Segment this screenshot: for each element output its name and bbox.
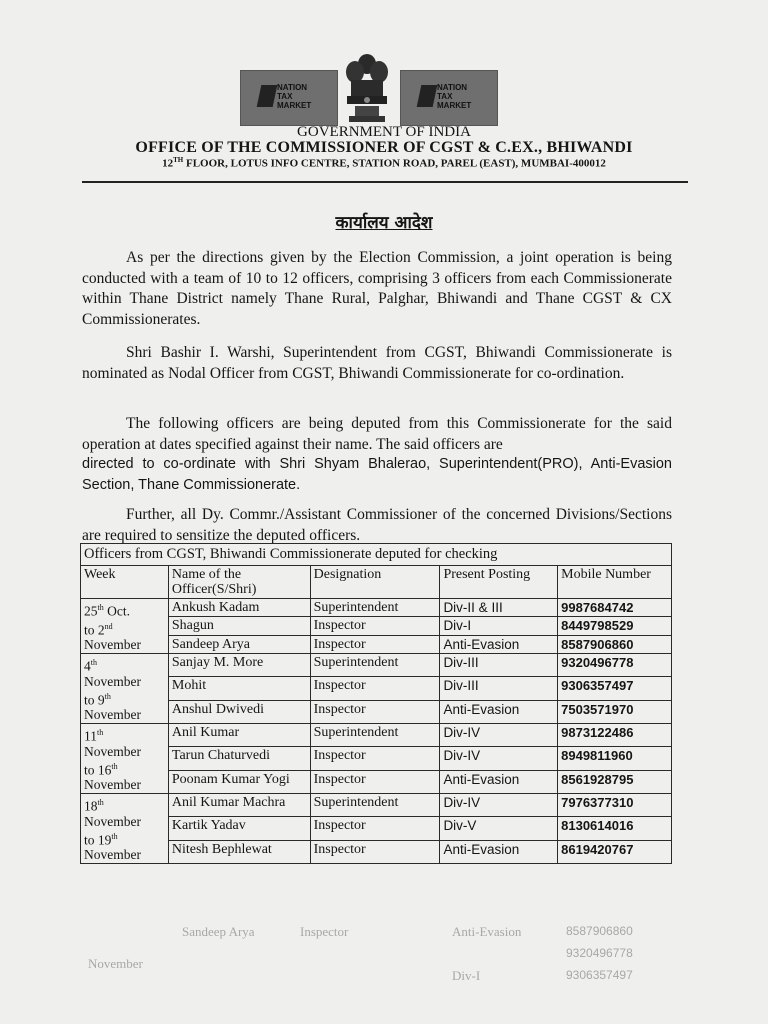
logo-right-word-1: NATION bbox=[437, 83, 468, 92]
officer-posting: Anti-Evasion bbox=[440, 840, 558, 863]
table-row bbox=[81, 654, 672, 677]
paragraph-officers-deputed: The following officers are being deputed from this Commissionerate for the said operation at dates specified against their name. The said officers are bbox=[82, 415, 672, 453]
table-row bbox=[81, 747, 672, 770]
table-row bbox=[81, 794, 672, 817]
officer-mobile: 9320496778 bbox=[558, 654, 672, 677]
logo-left-word-3: MARKET bbox=[277, 101, 312, 110]
order-title: कार्यालय आदेश bbox=[335, 213, 433, 233]
gst-mark-icon bbox=[257, 85, 278, 107]
officer-designation: Superintendent bbox=[310, 599, 440, 617]
officer-mobile: 9873122486 bbox=[558, 724, 672, 747]
officer-designation: Superintendent bbox=[310, 794, 440, 817]
officer-name: Nitesh Bephlewat bbox=[168, 840, 310, 863]
officer-name: Sanjay M. More bbox=[168, 654, 310, 677]
officer-posting: Anti-Evasion bbox=[440, 770, 558, 793]
table-row bbox=[81, 599, 672, 617]
header-name: Name of the Officer(S/Shri) bbox=[168, 566, 310, 599]
officer-mobile: 8130614016 bbox=[558, 817, 672, 840]
paragraph-coordinate-directive: directed to co-ordinate with Shri Shyam Bhalerao, Superintendent(PRO), Anti-Evasion Section, Thane Commissionerate. bbox=[82, 456, 672, 493]
table-row bbox=[81, 724, 672, 747]
officer-name: Tarun Chaturvedi bbox=[168, 747, 310, 770]
officer-mobile: 8949811960 bbox=[558, 747, 672, 770]
officer-posting: Div-I bbox=[440, 617, 558, 635]
government-heading: GOVERNMENT OF INDIA bbox=[297, 124, 471, 140]
office-address: 12TH FLOOR, LOTUS INFO CENTRE, STATION ROAD, PAREL (EAST), MUMBAI-400012 bbox=[162, 156, 606, 170]
officer-designation: Inspector bbox=[310, 747, 440, 770]
bleed-through-div: Div-I bbox=[452, 968, 481, 983]
bleed-through-mobile-1: 8587906860 bbox=[566, 924, 633, 938]
officer-posting: Div-II & III bbox=[440, 599, 558, 617]
officer-designation: Inspector bbox=[310, 817, 440, 840]
officer-name: Anil Kumar Machra bbox=[168, 794, 310, 817]
officer-designation: Superintendent bbox=[310, 724, 440, 747]
table-row bbox=[81, 617, 672, 635]
officer-posting: Anti-Evasion bbox=[440, 635, 558, 653]
officer-designation: Inspector bbox=[310, 635, 440, 653]
officer-mobile: 7503571970 bbox=[558, 700, 672, 723]
paragraph-nodal-officer: Shri Bashir I. Warshi, Superintendent from CGST, Bhiwandi Commissionerate is nominated as Nodal Officer from CGST, Bhiwandi Commissionerate for co-ordination. bbox=[82, 344, 672, 382]
table-row bbox=[81, 840, 672, 863]
header-designation: Designation bbox=[310, 566, 440, 599]
officer-posting: Div-IV bbox=[440, 794, 558, 817]
officer-name: Poonam Kumar Yogi bbox=[168, 770, 310, 793]
bleed-through-posting: Anti-Evasion bbox=[452, 924, 522, 939]
officer-mobile: 9987684742 bbox=[558, 599, 672, 617]
bleed-through-name: Sandeep Arya bbox=[182, 924, 255, 939]
bleed-through-designation: Inspector bbox=[300, 924, 349, 939]
officer-designation: Inspector bbox=[310, 677, 440, 700]
officer-mobile: 7976377310 bbox=[558, 794, 672, 817]
gst-logo-left bbox=[240, 70, 338, 126]
officer-posting: Anti-Evasion bbox=[440, 700, 558, 723]
officer-name: Sandeep Arya bbox=[168, 635, 310, 653]
paragraph-joint-operation: As per the directions given by the Election Commission, a joint operation is being conducted with a team of 10 to 12 officers, comprising 3 officers from each Commissionerate within Thane District namely Thane Rural, Palghar, Bhiwandi and Thane CGST & CX Commissionerates. bbox=[82, 249, 672, 328]
officer-designation: Inspector bbox=[310, 770, 440, 793]
officer-designation: Inspector bbox=[310, 700, 440, 723]
officer-posting: Div-IV bbox=[440, 747, 558, 770]
week-cell: 4th November to 9th November bbox=[81, 654, 169, 724]
logo-right-word-3: MARKET bbox=[437, 101, 472, 110]
officer-posting: Div-III bbox=[440, 677, 558, 700]
logo-left-word-2: TAX bbox=[277, 92, 293, 101]
week-cell: 11th November to 16th November bbox=[81, 724, 169, 794]
office-heading: OFFICE OF THE COMMISSIONER OF CGST & C.EX., BHIWANDI bbox=[135, 139, 633, 156]
table-caption: Officers from CGST, Bhiwandi Commissionerate deputed for checking bbox=[81, 544, 672, 566]
week-cell: 18th November to 19th November bbox=[81, 794, 169, 864]
bleed-through-mobile-2: 9320496778 bbox=[566, 946, 633, 960]
table-row bbox=[81, 677, 672, 700]
officer-designation: Inspector bbox=[310, 617, 440, 635]
officer-mobile: 8449798529 bbox=[558, 617, 672, 635]
officer-mobile: 9306357497 bbox=[558, 677, 672, 700]
bleed-through-week: November bbox=[88, 956, 143, 971]
officer-name: Mohit bbox=[168, 677, 310, 700]
week-cell: 25th Oct. to 2nd November bbox=[81, 599, 169, 654]
officer-mobile: 8587906860 bbox=[558, 635, 672, 653]
officer-name: Anil Kumar bbox=[168, 724, 310, 747]
officer-mobile: 8561928795 bbox=[558, 770, 672, 793]
logo-left-word-1: NATION bbox=[277, 83, 308, 92]
officer-posting: Div-IV bbox=[440, 724, 558, 747]
officer-posting: Div-V bbox=[440, 817, 558, 840]
paragraph-sensitize: Further, all Dy. Commr./Assistant Commissioner of the concerned Divisions/Sections are required to sensitize the deputed officers. bbox=[82, 506, 672, 544]
header-mobile: Mobile Number bbox=[558, 566, 672, 599]
officer-designation: Superintendent bbox=[310, 654, 440, 677]
officer-designation: Inspector bbox=[310, 840, 440, 863]
national-emblem-icon bbox=[337, 50, 397, 126]
officer-posting: Div-III bbox=[440, 654, 558, 677]
officers-table bbox=[80, 543, 672, 864]
header-posting: Present Posting bbox=[440, 566, 558, 599]
gst-mark-icon bbox=[417, 85, 438, 107]
officer-name: Anshul Dwivedi bbox=[168, 700, 310, 723]
officer-name: Kartik Yadav bbox=[168, 817, 310, 840]
logo-right-word-2: TAX bbox=[437, 92, 453, 101]
table-row bbox=[81, 817, 672, 840]
table-header-row bbox=[81, 566, 672, 599]
gst-logo-right bbox=[400, 70, 498, 126]
table-row bbox=[81, 700, 672, 723]
header-divider bbox=[82, 181, 688, 183]
table-row bbox=[81, 770, 672, 793]
header-week: Week bbox=[81, 566, 169, 599]
table-row bbox=[81, 635, 672, 653]
officer-mobile: 8619420767 bbox=[558, 840, 672, 863]
officer-name: Ankush Kadam bbox=[168, 599, 310, 617]
bleed-through-mobile-3: 9306357497 bbox=[566, 968, 633, 982]
officer-name: Shagun bbox=[168, 617, 310, 635]
